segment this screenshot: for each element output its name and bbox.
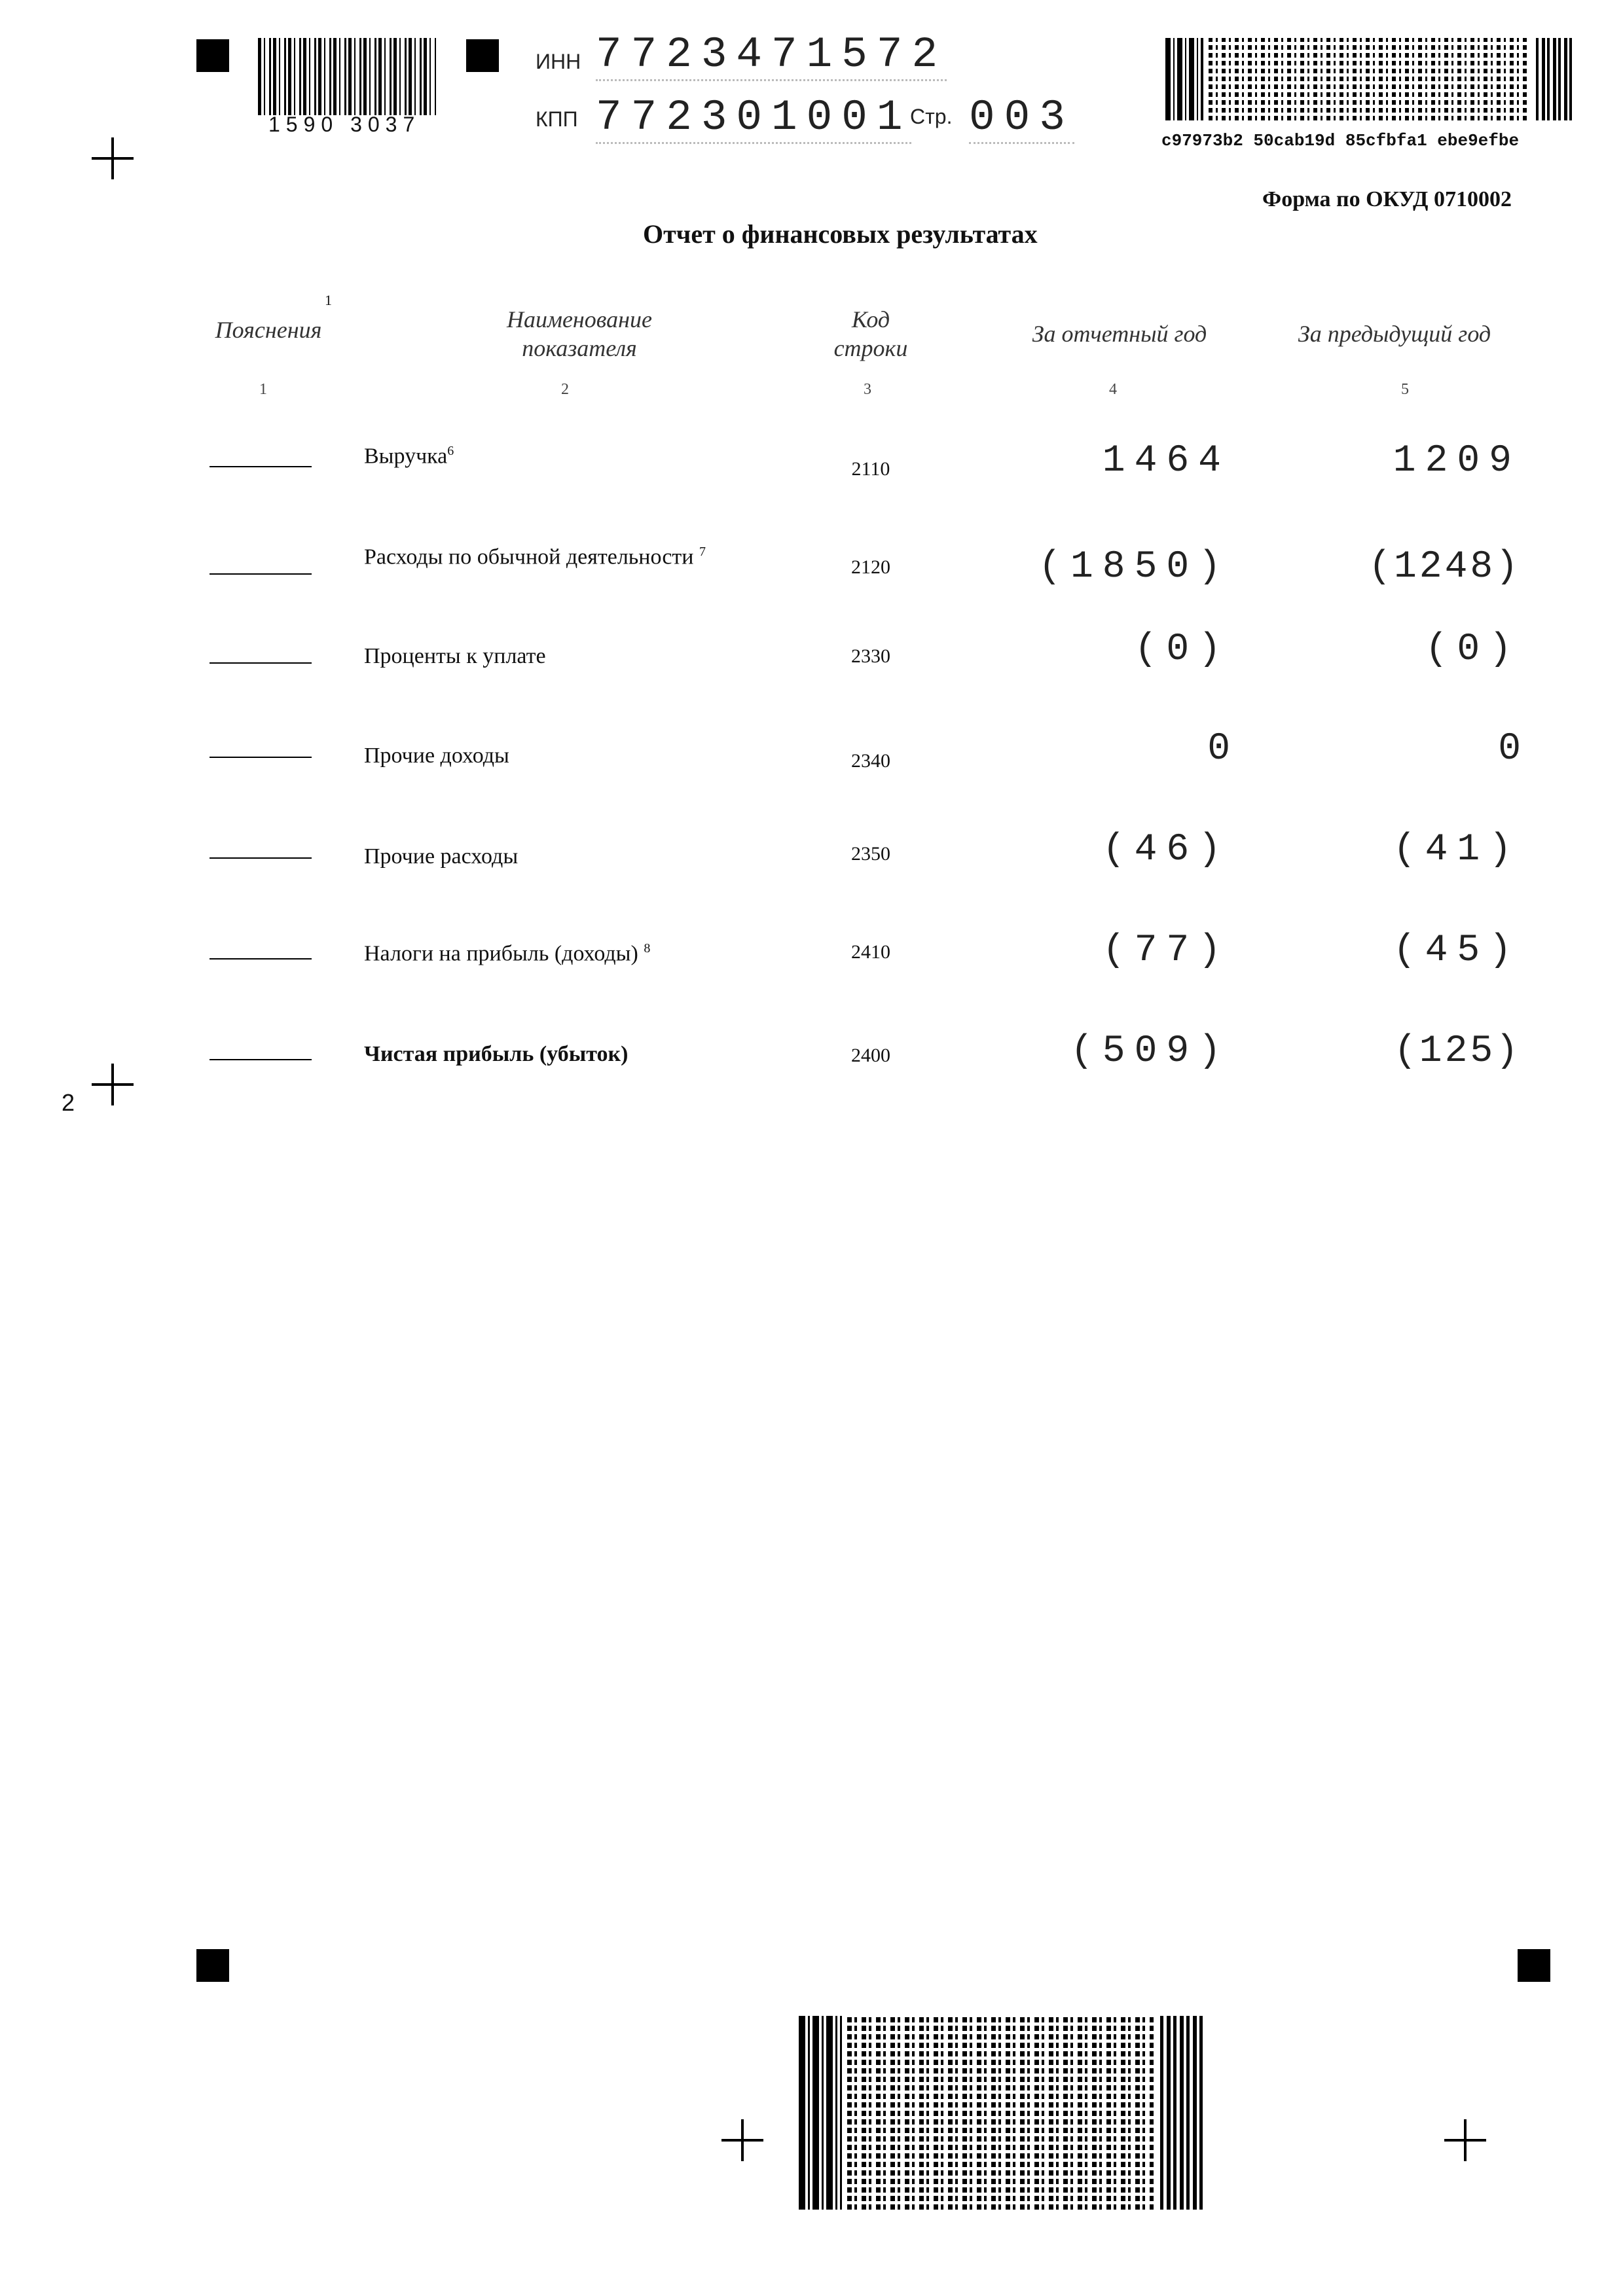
row-name: Прочие расходы [364,844,519,869]
col2-header [458,305,701,363]
col2-header-line2: показателя [522,335,637,361]
row-code: 2410 [851,941,890,963]
page-value: 003 [969,93,1074,144]
previous-year-value: (45) [1393,929,1521,972]
explanation-line [210,857,312,859]
row-name: Выручка$^6$ [364,444,454,469]
hash-text: c97973b2 50cab19d 85cfbfa1 ebe9efbe [1161,131,1520,151]
explanation-line [210,466,312,467]
current-year-value: (77) [1102,929,1230,972]
col2-header-line1: Наименование [506,306,653,332]
registration-square-bottom-left [196,1949,229,1982]
barcode-top-left [258,38,436,115]
pdf417-barcode-bottom [799,2016,1205,2210]
previous-year-value: (41) [1393,829,1521,871]
row-code: 2120 [851,556,890,578]
current-year-value: (509) [1070,1030,1230,1073]
col-number: 5 [1401,381,1409,398]
page-label: Стр. [910,105,953,128]
col5-header: За предыдущий год [1298,321,1491,347]
row-name: Расходы по обычной деятельности $^7$ [364,545,706,569]
col-number: 1 [259,381,267,398]
col4-header: За отчетный год [1032,321,1207,347]
crosshair-mark [721,2119,763,2161]
col-number: 3 [864,381,871,398]
crosshair-mark [92,137,134,179]
inn-value: 7723471572 [596,30,947,81]
current-year-value: 0 [1207,728,1230,770]
col3-header-line2: строки [833,335,908,361]
col-number: 2 [561,381,569,398]
current-year-value: (1850) [1038,546,1230,588]
col3-header-line1: Код [851,306,890,332]
explanation-line [210,958,312,960]
row-code: 2110 [851,458,890,480]
kpp-value: 772301001 [596,93,911,144]
previous-year-value: (1248) [1368,546,1521,588]
side-marker: 2 [62,1089,75,1116]
col3-header [812,305,930,363]
col1-header [196,315,340,344]
current-year-value: (0) [1134,628,1230,671]
registration-square-top-mid [466,39,499,72]
page-title: Отчет о финансовых результатах [643,219,1038,249]
row-name: Проценты к уплате [364,644,546,668]
row-name: Прочие доходы [364,744,509,768]
explanation-line [210,1059,312,1060]
row-name: Чистая прибыль (убыток) [364,1042,629,1066]
pdf417-barcode-top [1165,38,1574,120]
registration-square-bottom-right [1518,1949,1550,1982]
previous-year-value: 1209 [1393,440,1521,482]
col1-header-sup: 1 [325,292,332,308]
previous-year-value: (125) [1393,1030,1521,1073]
explanation-line [210,757,312,758]
row-code: 2330 [851,645,890,667]
row-code: 2340 [851,750,890,772]
crosshair-mark [1444,2119,1486,2161]
previous-year-value: 0 [1498,728,1521,770]
row-name: Налоги на прибыль (доходы) $^8$ [364,941,651,966]
crosshair-mark [92,1064,134,1105]
row-code: 2400 [851,1045,890,1066]
barcode-caption: 1590 3037 [268,113,421,136]
current-year-value: (46) [1102,829,1230,871]
row-code: 2350 [851,843,890,865]
col-number: 4 [1109,381,1117,398]
explanation-line [210,573,312,575]
col1-header-text: Пояснения [215,317,322,343]
current-year-value: 1464 [1102,440,1230,482]
inn-label: ИНН [536,50,581,73]
explanation-line [210,662,312,664]
kpp-label: КПП [536,107,578,131]
registration-square-top-left [196,39,229,72]
form-okud: Форма по ОКУД 0710002 [1262,187,1512,211]
previous-year-value: (0) [1425,628,1521,671]
